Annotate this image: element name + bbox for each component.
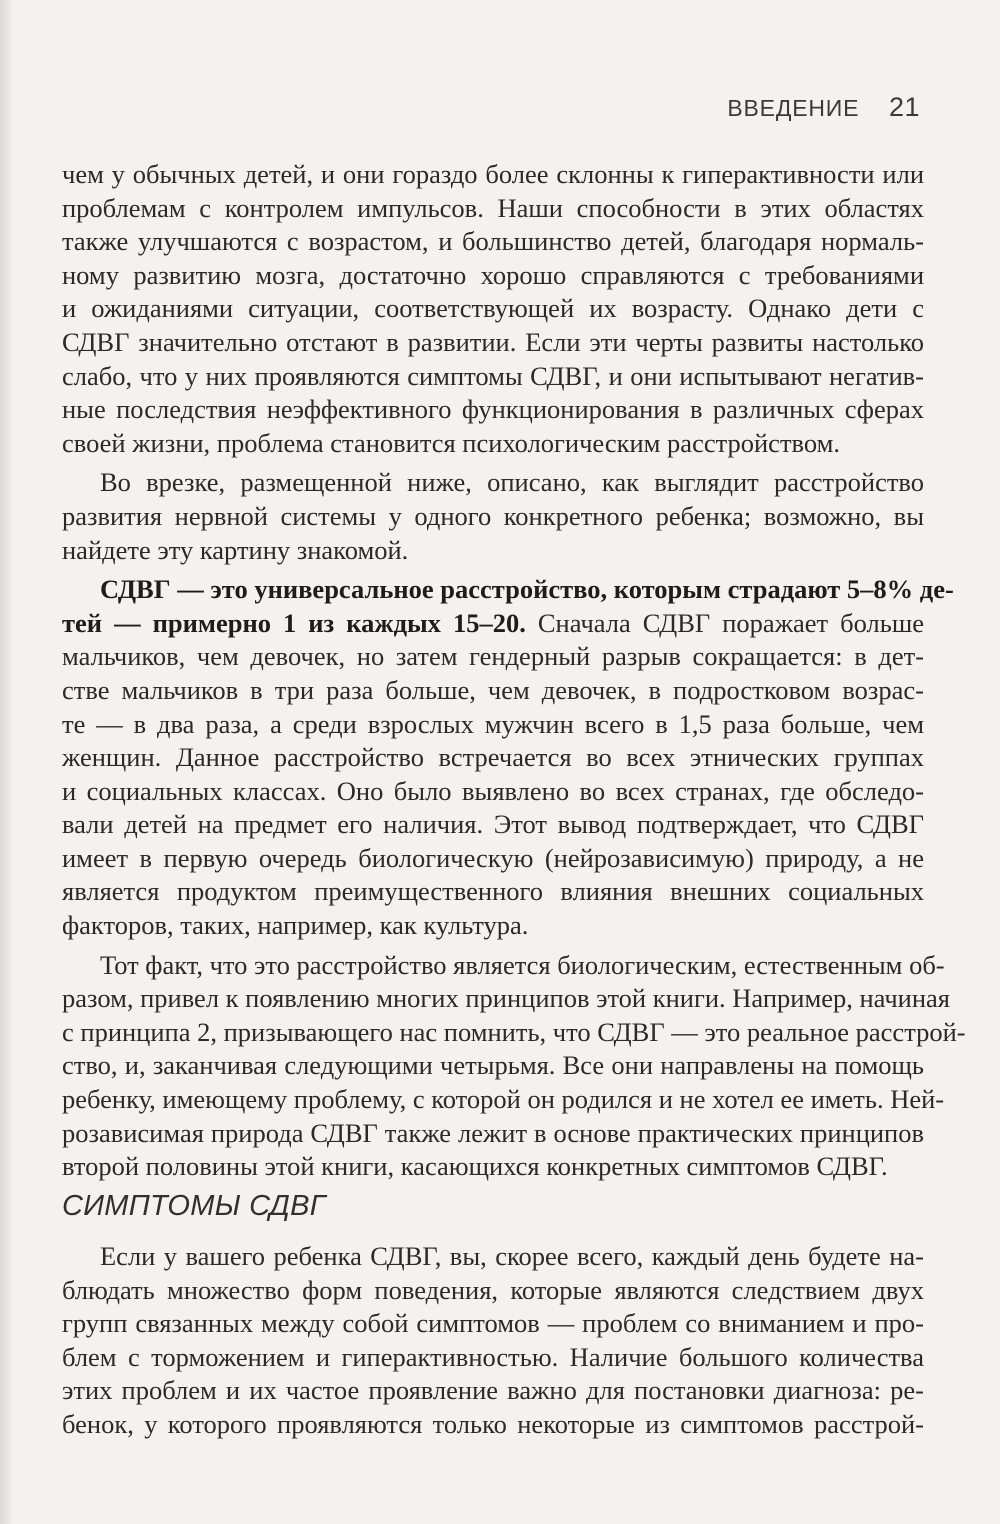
spine-shadow	[0, 0, 14, 1524]
text-line: с принципа 2, призывающего нас помнить, что СДВГ — это реальное расстрой-	[62, 1016, 966, 1047]
text-line: своей жизни, проблема становится психологическим расстройством.	[62, 427, 840, 458]
text-line: Во врезке, размещенной ниже, описано, как выглядит расстройство	[100, 467, 924, 498]
text-line: бенок, у которого проявляются только некоторые из симптомов расстрой-	[62, 1408, 924, 1439]
text-line: ные последствия неэффективного функционирования в различных сферах	[62, 394, 924, 425]
paragraph-4	[62, 949, 966, 1184]
text-line: розависимая природа СДВГ также лежит в основе практических принципов	[62, 1117, 924, 1148]
text-line: Тот факт, что это расстройство является биологическим, естественным об-	[100, 949, 945, 980]
text-line: факторов, таких, например, как культура.	[62, 910, 529, 941]
section-body-text	[62, 1240, 924, 1448]
text-line: тей — примерно 1 из каждых 15–20. Сначала СДВГ поражает больше	[62, 607, 924, 638]
text-line: женщин. Данное расстройство встречается во всех этнических группах	[62, 742, 924, 773]
chapter-title: ВВЕДЕНИЕ	[727, 95, 860, 121]
bold-lead: тей — примерно 1 из каждых 15–20.	[62, 607, 526, 638]
running-head	[727, 92, 920, 123]
text-line: имеет в первую очередь биологическую (нейрозависимую) природу, а не	[62, 842, 924, 873]
text-line: является продуктом преимущественного влияния внешних социальных	[62, 876, 924, 907]
text-line: проблемам с контролем импульсов. Наши способности в этих областях	[62, 192, 924, 223]
text-line: СДВГ значительно отстают в развитии. Если эти черты развиты настолько	[62, 326, 924, 357]
text-line: найдете эту картину знакомой.	[62, 534, 409, 565]
text-line: групп связанных между собой симптомов — проблем со вниманием и про-	[62, 1308, 924, 1339]
text-line: блем с торможением и гиперактивностью. Наличие большого количества	[62, 1341, 924, 1372]
text-line: мальчиков, чем девочек, но затем гендерный разрыв сокращается: в дет-	[62, 641, 924, 672]
text-line: этих проблем и их частое проявление важно для постановки диагноза: ре-	[62, 1375, 924, 1406]
paragraph-2	[62, 466, 924, 567]
text-line: те — в два раза, а среди взрослых мужчин всего в 1,5 раза больше, чем	[62, 708, 924, 739]
text-line: чем у обычных детей, и они гораздо более склонны к гиперактивности или	[62, 159, 924, 189]
section-heading: СИМПТОМЫ СДВГ	[62, 1190, 326, 1222]
text-line: также улучшаются с возрастом, и большинство детей, благодаря нормаль-	[62, 226, 924, 257]
text-line: вали детей на предмет его наличия. Этот вывод подтверждает, что СДВГ	[62, 809, 924, 840]
text-line: и социальных классах. Оно было выявлено во всех странах, где обследо-	[62, 775, 924, 806]
paragraph-1	[62, 158, 924, 460]
body-text	[62, 158, 966, 1190]
text-line: блюдать множество форм поведения, которые являются следствием двух	[62, 1274, 924, 1305]
text-line: ство, и, заканчивая следующими четырьмя. Все они направлены на помощь	[62, 1050, 924, 1081]
text-line: и ожиданиями ситуации, соответствующей их возрасту. Однако дети с	[62, 293, 924, 324]
bold-lead: СДВГ — это универсальное расстройство, которым страдают 5–8% де-	[100, 574, 954, 605]
paragraph-5	[62, 1240, 924, 1442]
text-line: разом, привел к появлению многих принципов этой книги. Например, начиная	[62, 983, 950, 1014]
text-line: ребенку, имеющему проблему, с которой он родился и не хотел ее иметь. Ней-	[62, 1084, 945, 1115]
text-line: ному развитию мозга, достаточно хорошо справляются с требованиями	[62, 259, 924, 290]
paragraph-3	[62, 573, 954, 943]
text-line	[62, 573, 954, 607]
text-line: стве мальчиков в три раза больше, чем девочек, в подростковом возрас-	[62, 674, 924, 705]
text-line: Если у вашего ребенка СДВГ, вы, скорее всего, каждый день будете на-	[100, 1241, 924, 1271]
page-number: 21	[888, 92, 920, 122]
text-line: второй половины этой книги, касающихся конкретных симптомов СДВГ.	[62, 1151, 888, 1182]
text-line: развития нервной системы у одного конкретного ребенка; возможно, вы	[62, 500, 924, 531]
text-line: слабо, что у них проявляются симптомы СДВГ, и они испытывают негатив-	[62, 360, 924, 391]
